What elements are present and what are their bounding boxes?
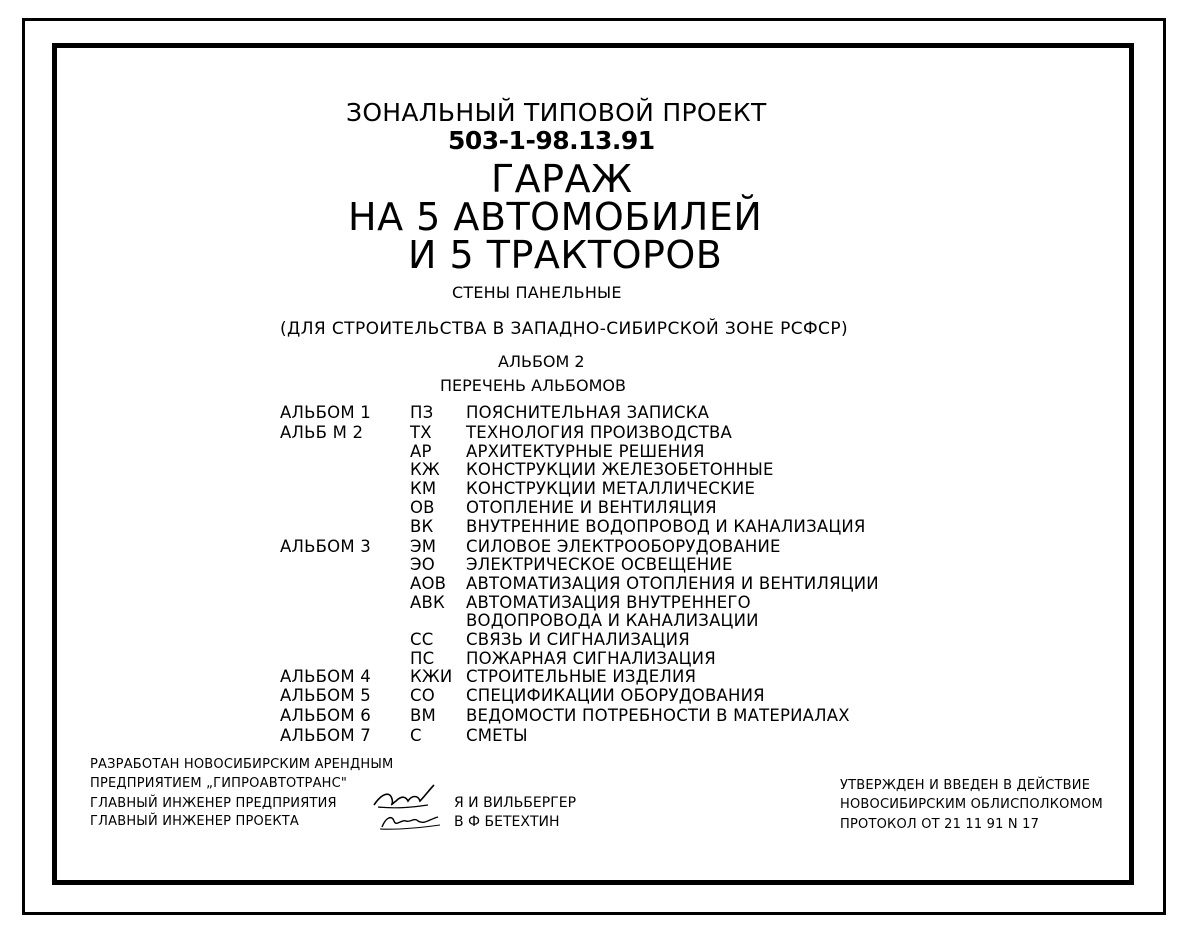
section-code: АР (410, 442, 432, 461)
section-title: КОНСТРУКЦИИ МЕТАЛЛИЧЕСКИЕ (466, 479, 756, 498)
section-code: СС (410, 630, 434, 649)
signatures (368, 783, 448, 835)
section-code: ЭО (410, 555, 435, 574)
approval-protocol: ПРОТОКОЛ ОТ 21 11 91 N 17 (840, 817, 1040, 832)
album-name: АЛЬБОМ 7 (280, 726, 371, 745)
section-title: ПОЖАРНАЯ СИГНАЛИЗАЦИЯ (466, 649, 716, 668)
section-code: АОВ (410, 574, 447, 593)
section-title: АВТОМАТИЗАЦИЯ ОТОПЛЕНИЯ И ВЕНТИЛЯЦИИ (466, 574, 879, 593)
section-title: АВТОМАТИЗАЦИЯ ВНУТРЕННЕГО (466, 593, 751, 612)
section-code: ТХ (410, 423, 432, 442)
section-title: ЭЛЕКТРИЧЕСКОЕ ОСВЕЩЕНИЕ (466, 555, 733, 574)
section-code: АВК (410, 593, 445, 612)
section-code: СО (410, 686, 435, 705)
section-title: АРХИТЕКТУРНЫЕ РЕШЕНИЯ (466, 442, 705, 461)
section-code: С (410, 726, 422, 745)
building-name-line-3: И 5 ТРАКТОРОВ (408, 233, 723, 277)
album-name: АЛЬБОМ 4 (280, 667, 371, 686)
project-code: 503-1-98.13.91 (448, 126, 655, 155)
building-name-line-2: НА 5 АВТОМОБИЛЕЙ (348, 195, 763, 239)
developer-line-1: РАЗРАБОТАН НОВОСИБИРСКИМ АРЕНДНЫМ (90, 757, 394, 772)
section-title: КОНСТРУКЦИИ ЖЕЛЕЗОБЕТОННЫЕ (466, 460, 774, 479)
approval-line-1: УТВЕРЖДЕН И ВВЕДЕН В ДЕЙСТВИЕ (840, 778, 1091, 793)
album-name: АЛЬБОМ 3 (280, 537, 371, 556)
album-name: АЛЬБОМ 5 (280, 686, 371, 705)
section-title: СПЕЦИФИКАЦИИ ОБОРУДОВАНИЯ (466, 686, 765, 705)
chief-engineer-enterprise-name: Я И ВИЛЬБЕРГЕР (454, 795, 577, 811)
section-code: ПЗ (410, 403, 434, 422)
section-code: ЭМ (410, 537, 437, 556)
construction-zone-note: (ДЛЯ СТРОИТЕЛЬСТВА В ЗАПАДНО-СИБИРСКОЙ ЗОНЕ РСФСР) (280, 319, 849, 339)
building-name-line-1: ГАРАЖ (491, 157, 633, 201)
chief-engineer-enterprise-label: ГЛАВНЫЙ ИНЖЕНЕР ПРЕДПРИЯТИЯ (90, 796, 337, 811)
section-title: ВНУТРЕННИЕ ВОДОПРОВОД И КАНАЛИЗАЦИЯ (466, 517, 866, 536)
section-title: ВЕДОМОСТИ ПОТРЕБНОСТИ В МАТЕРИАЛАХ (466, 706, 850, 725)
wall-type-subtitle: СТЕНЫ ПАНЕЛЬНЫЕ (452, 283, 622, 302)
project-type-title: ЗОНАЛЬНЫЙ ТИПОВОЙ ПРОЕКТ (346, 98, 767, 127)
section-title: СМЕТЫ (466, 726, 528, 745)
section-title: СВЯЗЬ И СИГНАЛИЗАЦИЯ (466, 630, 690, 649)
section-code: ВК (410, 517, 434, 536)
section-title: ТЕХНОЛОГИЯ ПРОИЗВОДСТВА (466, 423, 732, 442)
chief-engineer-project-name: В Ф БЕТЕХТИН (454, 814, 560, 830)
album-name: АЛЬБОМ 6 (280, 706, 371, 725)
album-number: АЛЬБОМ 2 (498, 352, 585, 371)
section-title: ВОДОПРОВОДА И КАНАЛИЗАЦИИ (466, 611, 759, 630)
section-code: КЖ (410, 460, 440, 479)
approval-line-2: НОВОСИБИРСКИМ ОБЛИСПОЛКОМОМ (840, 797, 1103, 812)
section-code: ВМ (410, 706, 436, 725)
album-name: АЛЬБОМ 1 (280, 403, 371, 422)
chief-engineer-project-label: ГЛАВНЫЙ ИНЖЕНЕР ПРОЕКТА (90, 814, 300, 829)
section-code: КЖИ (410, 667, 453, 686)
section-title: ПОЯСНИТЕЛЬНАЯ ЗАПИСКА (466, 403, 710, 422)
section-code: КМ (410, 479, 437, 498)
section-code: ОВ (410, 498, 435, 517)
album-list-heading: ПЕРЕЧЕНЬ АЛЬБОМОВ (440, 376, 626, 395)
section-title: СИЛОВОЕ ЭЛЕКТРООБОРУДОВАНИЕ (466, 537, 781, 556)
developer-line-2: ПРЕДПРИЯТИЕМ „ГИПРОАВТОТРАНС" (90, 776, 348, 791)
section-title: ОТОПЛЕНИЕ И ВЕНТИЛЯЦИЯ (466, 498, 717, 517)
section-title: СТРОИТЕЛЬНЫЕ ИЗДЕЛИЯ (466, 667, 697, 686)
section-code: ПС (410, 649, 435, 668)
album-name: АЛЬБ М 2 (280, 423, 364, 442)
